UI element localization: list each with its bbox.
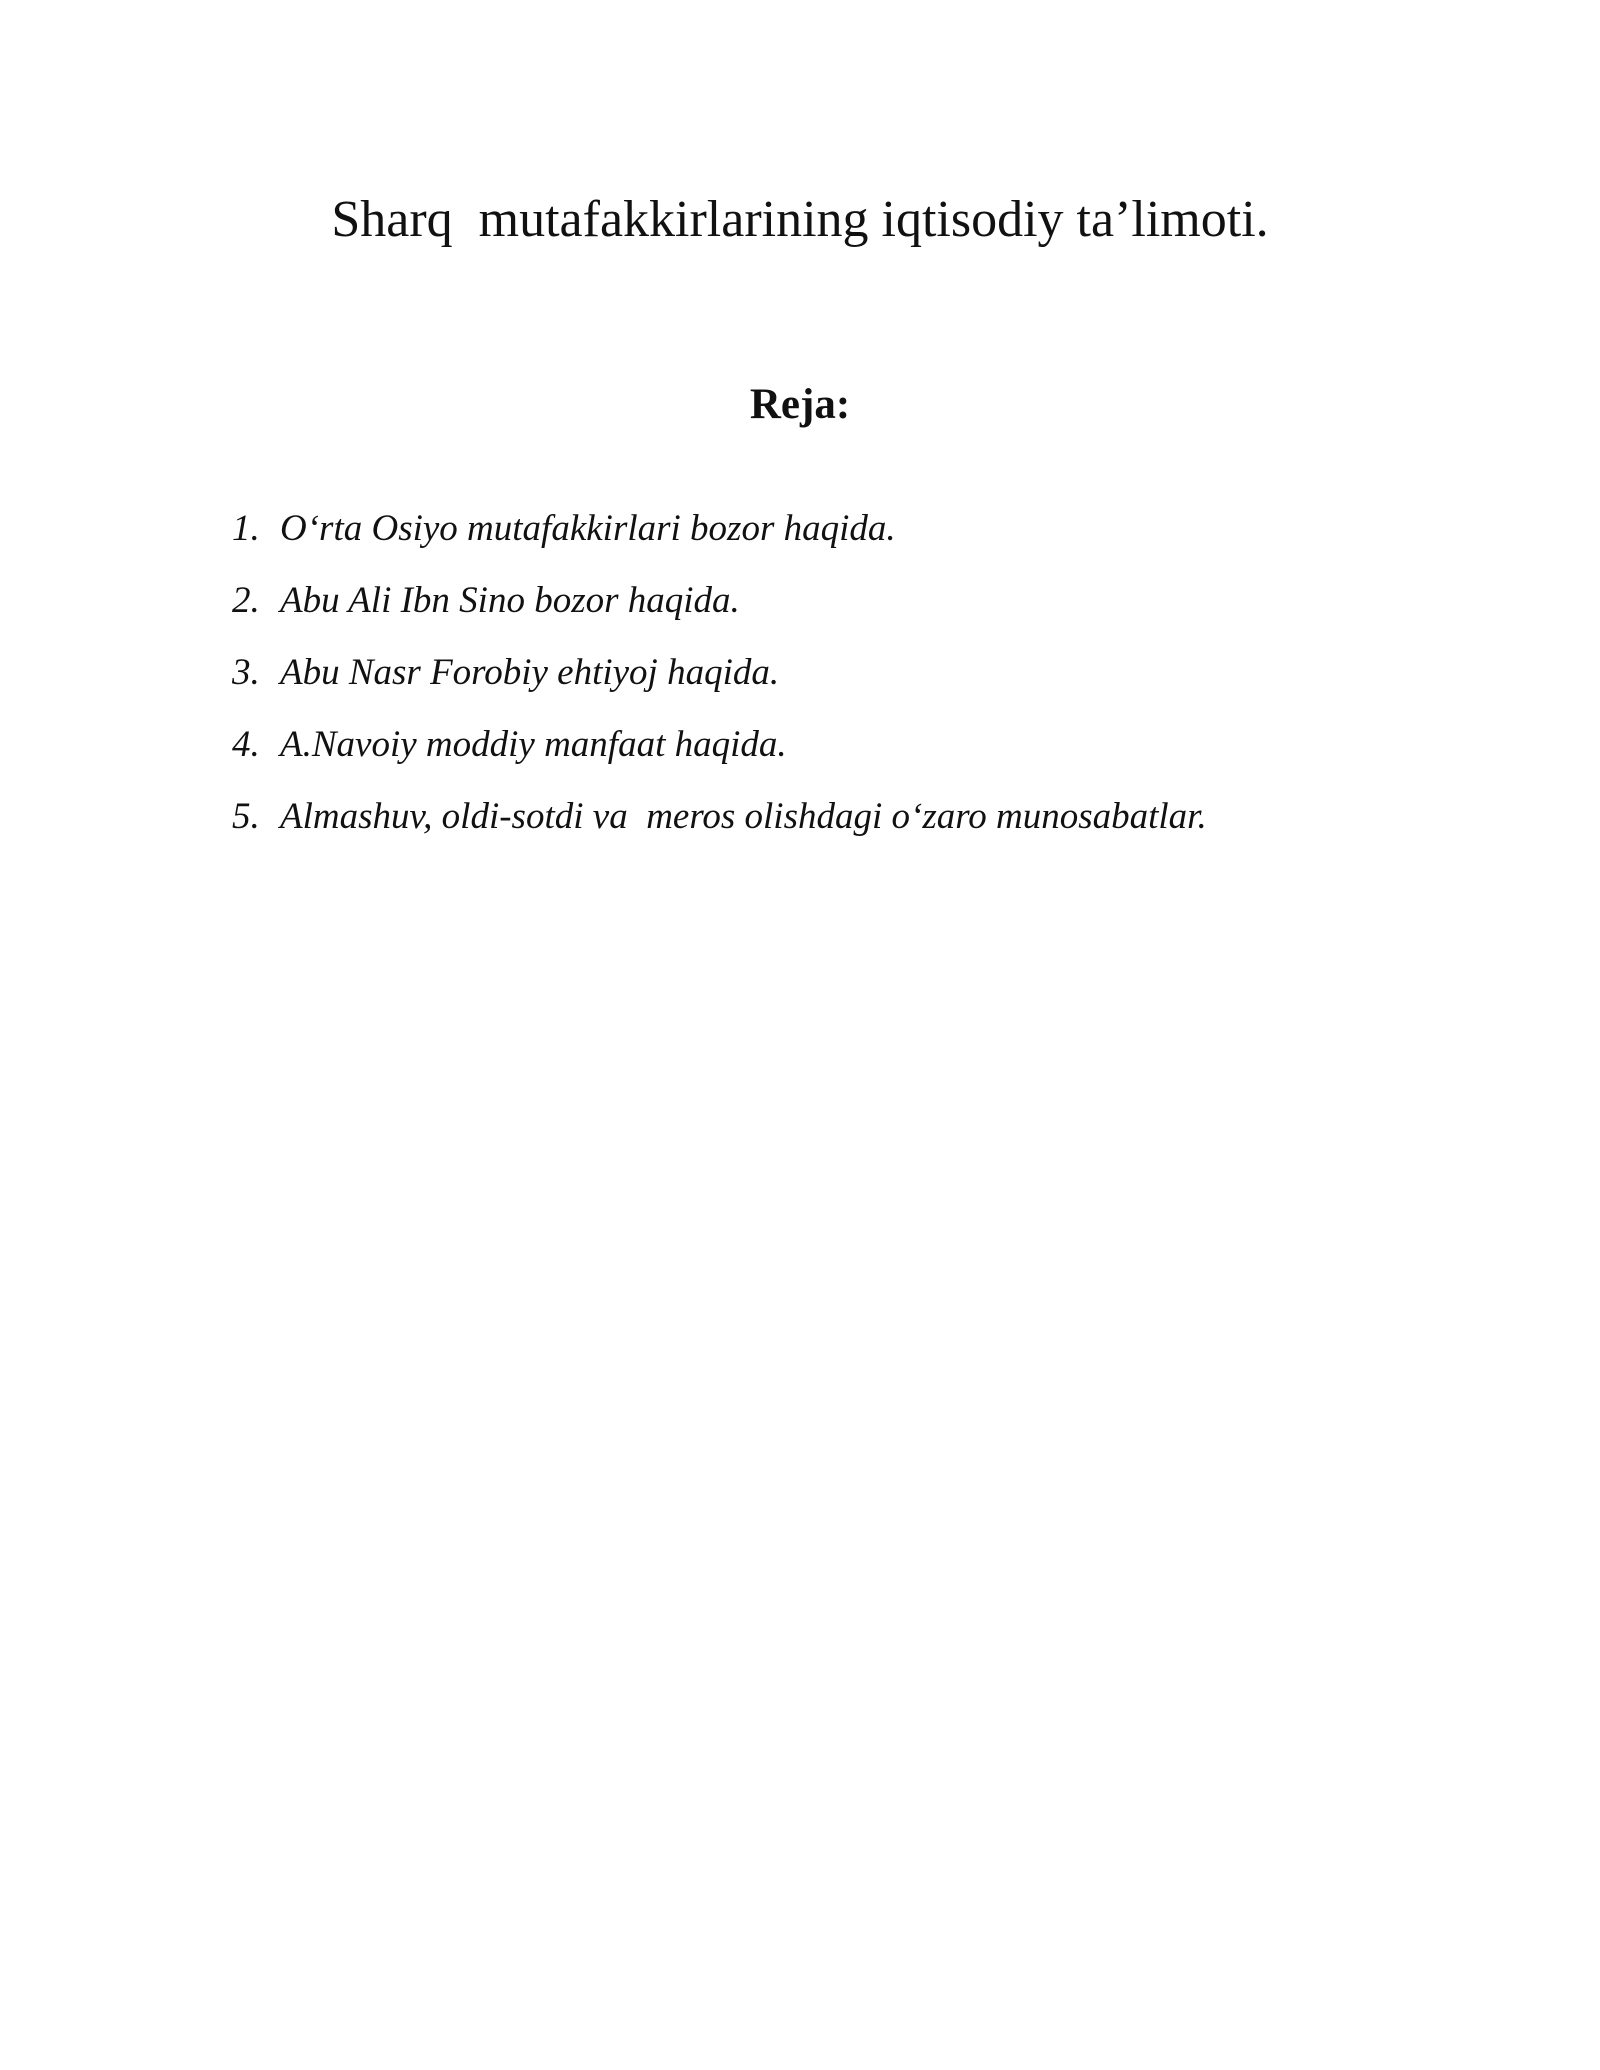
plan-item-text: Abu Ali Ibn Sino bozor haqida. (280, 580, 740, 621)
plan-item-number: 5. (232, 796, 260, 837)
plan-item-number: 1. (232, 508, 260, 549)
plan-list (232, 502, 1432, 862)
plan-item-number: 3. (232, 652, 260, 693)
plan-heading: Reja: (749, 381, 851, 428)
plan-item-number: 4. (232, 724, 260, 765)
plan-item-text: Abu Nasr Forobiy ehtiyoj haqida. (280, 652, 780, 693)
plan-item-number: 2. (232, 580, 260, 621)
plan-item-4 (232, 718, 1432, 790)
plan-item-5 (232, 790, 1432, 862)
plan-item-3 (232, 646, 1432, 718)
plan-item-text: Almashuv, oldi-sotdi va meros olishdagi o‘zaro munosabatlar. (280, 796, 1207, 837)
page-title: Sharq mutafakkirlarining iqtisodiy ta’limoti. (331, 191, 1269, 248)
plan-item-text: O‘rta Osiyo mutafakkirlari bozor haqida. (280, 508, 896, 549)
plan-item-2 (232, 574, 1432, 646)
plan-item-text: A.Navoiy moddiy manfaat haqida. (280, 724, 787, 765)
plan-item-1 (232, 502, 1432, 574)
